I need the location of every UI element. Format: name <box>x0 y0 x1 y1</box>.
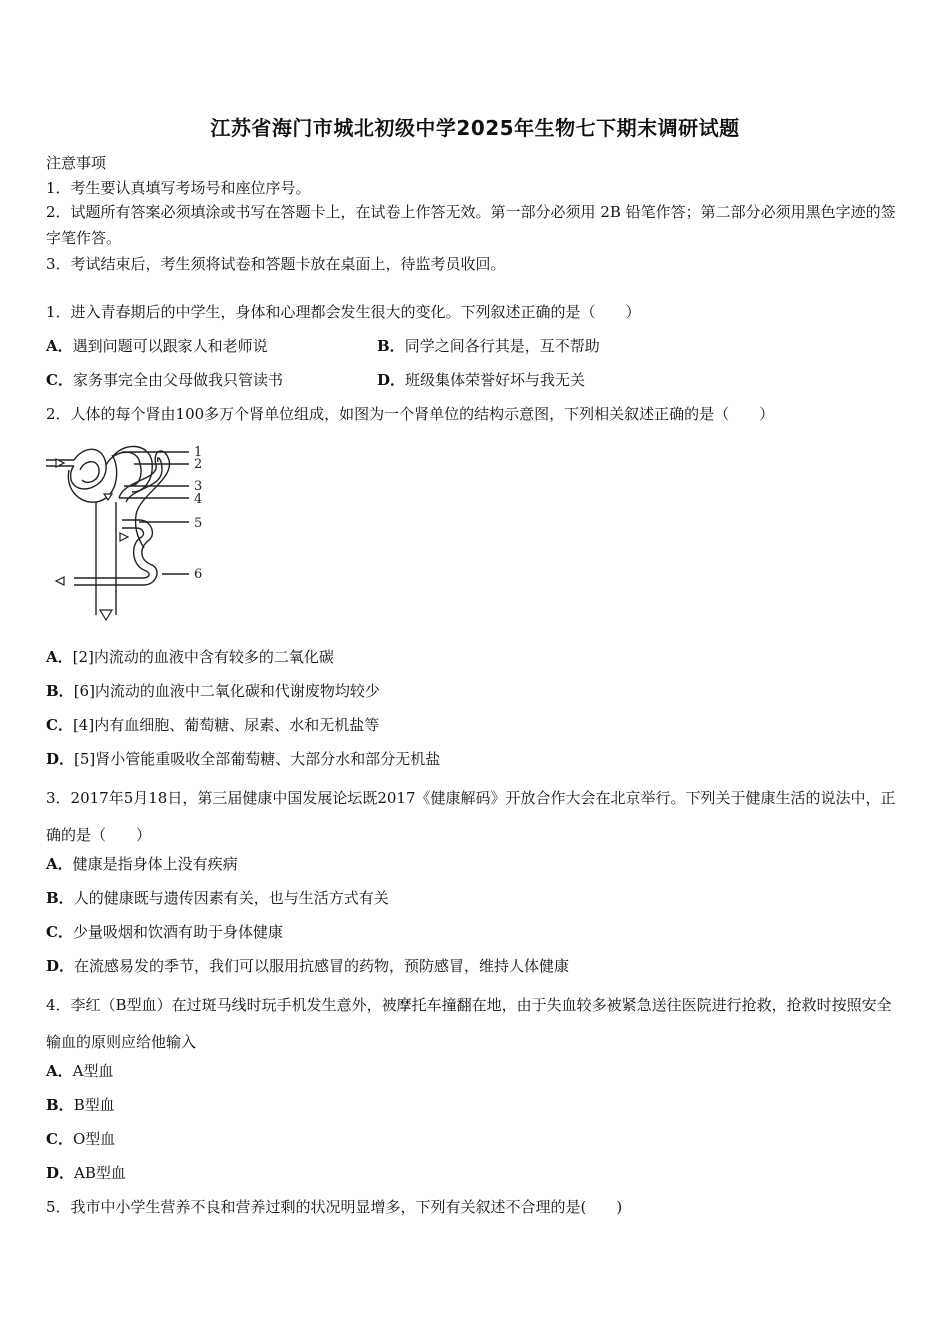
option <box>46 1060 113 1081</box>
option-text: 家务事完全由父母做我只管读书 <box>72 371 283 389</box>
option-label: D． <box>46 957 75 975</box>
option <box>46 1162 126 1183</box>
notice-item: 1．考生要认真填写考场号和座位序号。 <box>46 179 311 197</box>
option-label: B． <box>46 682 74 700</box>
question-stem: 4．李红（B型血）在过斑马线时玩手机发生意外，被摩托车撞翻在地，由于失血较多被紧急送往医院进行抢救，抢救时按照安全输血的原则应给他输入 <box>46 996 892 1051</box>
option-text: 健康是指身体上没有疾病 <box>72 855 238 873</box>
option-text: 遇到问题可以跟家人和老师说 <box>72 337 268 355</box>
option-label: D． <box>46 750 75 768</box>
page-title: 江苏省海门市城北初级中学2025年生物七下期末调研试题 <box>210 116 740 140</box>
notice-heading: 注意事项 <box>46 154 107 172</box>
option-text: 同学之间各行其是，互不帮助 <box>404 337 600 355</box>
option-label: B． <box>377 337 405 355</box>
option <box>46 955 569 976</box>
option-label: B． <box>46 1096 74 1114</box>
option <box>377 335 600 356</box>
option <box>46 1094 115 1115</box>
option <box>377 369 585 390</box>
option-text: [6]内流动的血液中二氧化碳和代谢废物均较少 <box>73 682 380 700</box>
figure-label: 2 <box>194 457 203 472</box>
question-stem: 5．我市中小学生营养不良和营养过剩的状况明显增多，下列有关叙述不合理的是( ) <box>46 1198 623 1216</box>
option-text: [4]内有血细胞、葡萄糖、尿素、水和无机盐等 <box>72 716 380 734</box>
option <box>46 714 379 735</box>
option <box>46 369 283 390</box>
question-stem: 1．进入青春期后的中学生，身体和心理都会发生很大的变化。下列叙述正确的是（ ） <box>46 303 641 321</box>
option-text: [2]内流动的血液中含有较多的二氧化碳 <box>72 648 334 666</box>
nephron-diagram <box>44 440 214 625</box>
option-text: O型血 <box>72 1130 116 1148</box>
option <box>46 335 268 356</box>
option-label: A． <box>46 648 73 666</box>
option-label: B． <box>46 889 74 907</box>
figure-label: 5 <box>194 516 203 531</box>
option <box>46 1128 115 1149</box>
option-label: C． <box>46 716 73 734</box>
option-text: 在流感易发的季节，我们可以服用抗感冒的药物，预防感冒，维持人体健康 <box>74 957 570 975</box>
option-label: A． <box>46 337 73 355</box>
option <box>46 921 283 942</box>
figure-label: 4 <box>194 492 203 507</box>
option <box>46 853 238 874</box>
question-stem: 2．人体的每个肾由100多万个肾单位组成，如图为一个肾单位的结构示意图，下列相关叙述正确的是（ ） <box>46 405 775 423</box>
question-stem: 3．2017年5月18日，第三届健康中国发展论坛既2017《健康解码》开放合作大会在北京举行。下列关于健康生活的说法中，正确的是（ ） <box>46 789 896 844</box>
option-label: C． <box>46 1130 73 1148</box>
option <box>46 887 389 908</box>
option-label: D． <box>377 371 406 389</box>
option-text: 少量吸烟和饮酒有助于身体健康 <box>72 923 283 941</box>
option <box>46 680 380 701</box>
figure-label: 3 <box>194 479 203 494</box>
option-text: 班级集体荣誉好坏与我无关 <box>405 371 586 389</box>
option <box>46 748 440 769</box>
figure-label: 6 <box>194 567 203 582</box>
option-text: A型血 <box>72 1062 114 1080</box>
figure-label: 1 <box>194 445 203 460</box>
option-label: D． <box>46 1164 75 1182</box>
option-text: AB型血 <box>74 1164 126 1182</box>
notice-item: 2．试题所有答案必须填涂或书写在答题卡上，在试卷上作答无效。第一部分必须用 2B 铅笔作答；第二部分必须用黑色字迹的签字笔作答。 <box>46 203 896 247</box>
option-text: B型血 <box>73 1096 115 1114</box>
notice-item: 3．考试结束后，考生须将试卷和答题卡放在桌面上，待监考员收回。 <box>46 255 506 273</box>
option-label: C． <box>46 371 73 389</box>
option-label: C． <box>46 923 73 941</box>
option-text: 人的健康既与遗传因素有关，也与生活方式有关 <box>73 889 389 907</box>
option <box>46 646 334 667</box>
option-text: [5]肾小管能重吸收全部葡萄糖、大部分水和部分无机盐 <box>74 750 441 768</box>
option-label: A． <box>46 855 73 873</box>
option-label: A． <box>46 1062 73 1080</box>
